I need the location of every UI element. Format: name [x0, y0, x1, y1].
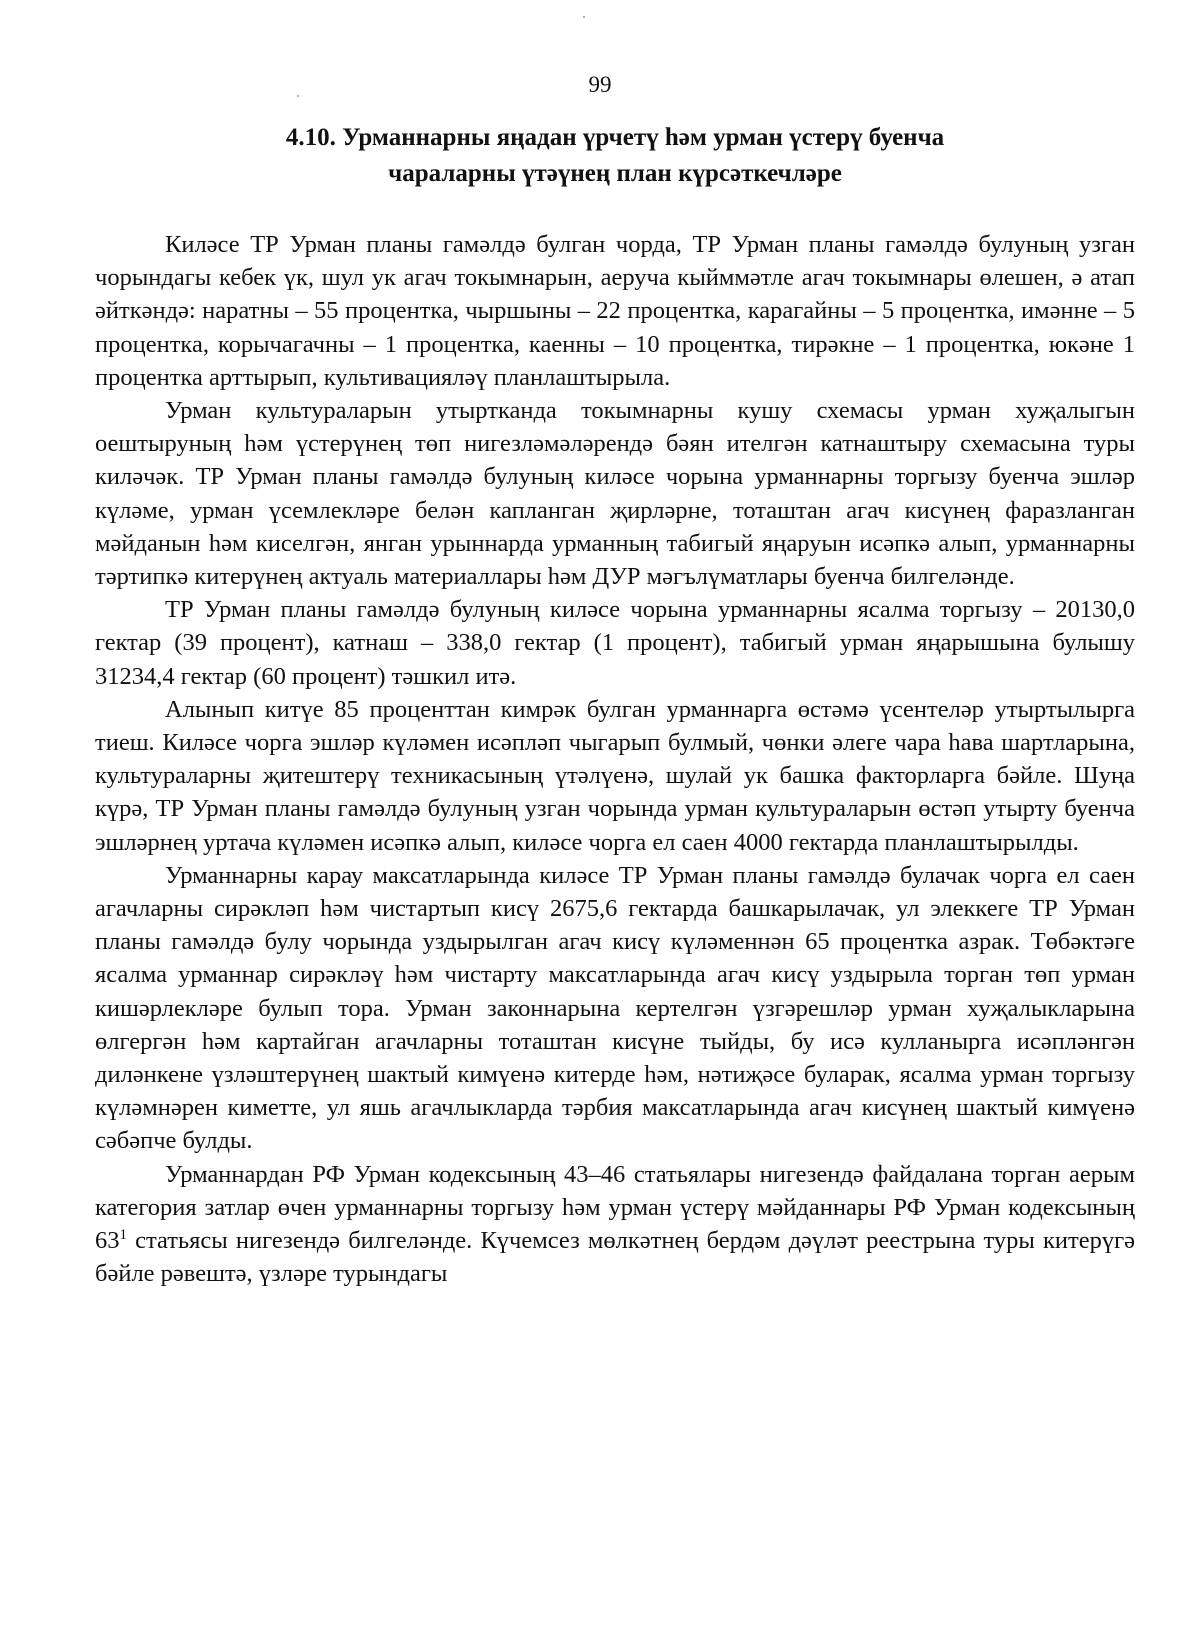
- scan-speck: [583, 16, 585, 18]
- paragraph: Алынып китүе 85 проценттан кимрәк булган урманнарга өстәмә үсентеләр утыртылырга тиеш. Киләсе чорга эшләр күләмен исәпләп чыгарып булмый, чөнки әлеге чара һава шартларына, культураларны җитештерү техникасының үтәлүенә, шулай ук башка факторларга бәйле. Шуңа күрә, ТР Урман планы гамәлдә булуның узган чорында урман культураларын өстәп утырту буенча эшләрнең уртача күләмен исәпкә алып, киләсе чорга ел саен 4000 гектарда планлаштырылды.: [95, 695, 1135, 856]
- superscript: 1: [119, 1226, 127, 1243]
- paragraph-last: [95, 1158, 1135, 1291]
- paragraph: ТР Урман планы гамәлдә булуның киләсе чорына урманнарны ясалма торгызу – 20130,0 гектар (39 процент), катнаш – 338,0 гектар (1 процент), табигый урман яңарышына булышу 31234,4 гектар (60 процент) тәшкил итә.: [95, 596, 1135, 690]
- body-text: [95, 228, 1135, 1291]
- paragraph: Урманнарны карау максатларында киләсе ТР Урман планы гамәлдә булачак чорга ел саен агачларны сирәкләп һәм чистартып кисү 2675,6 гектарда башкарылачак, ул элеккеге ТР Урман планы гамәлдә булу чорында уздырылган агач кисү күләменнән 65 процентка азрак. Төбәктәге ясалма урманнар сирәкләү һәм чистарту максатларында агач кисү уздырыла торган төп урман кишәрлекләре булып тора. Урман законнарына кертелгән үзгәрешләр урман хуҗалыкларына өлгергән һәм картайган агачларны тоташтан кисүне тыйды, бу исә кулланырга исәпләнгән диләнкене үзләштерүнең шактый кимүенә китерде һәм, нәтиҗәсе буларак, ясалма урман торгызу күләмнәрен киметте, ул яшь агачлыкларда тәрбия максатларында агач кисүнең шактый кимүенә сәбәпче булды.: [95, 861, 1135, 1155]
- paragraph-text: статьясы нигезендә билгеләнде. Күчемсез мөлкәтнең бердәм дәүләт реестрына туры китерүгә бәйле рәвештә, үзләре турындагы: [95, 1227, 1135, 1288]
- section-heading: [120, 120, 1110, 192]
- paragraph: Киләсе ТР Урман планы гамәлдә булган чорда, ТР Урман планы гамәлдә булуның узган чорындагы кебек үк, шул ук агач токымнарын, аеруча кыйммәтле агач токымнары өлешен, ә атап әйткәндә: наратны – 55 процентка, чыршыны – 22 процентка, карагайны – 5 процентка, имәнне – 5 процентка, корычагачны – 1 процентка, каенны – 10 процентка, тирәкне – 1 процентка, юкәне 1 процентка арттырып, культивацияләү планлаштырыла.: [95, 231, 1135, 391]
- heading-line-2: чараларны үтәүнең план күрсәткечләре: [388, 160, 842, 187]
- page-number: 99: [588, 72, 612, 97]
- heading-line-1: 4.10. Урманнарны яңадан үрчетү һәм урман үстерү буенча: [285, 124, 945, 151]
- paragraph-text: Урманнардан РФ Урман кодексының 43–46 статьялары нигезендә файдалана торган аерым категория затлар өчен урманнарны торгызу һәм урман үстерү мәйданнары РФ Урман кодексының 63: [95, 1160, 1135, 1255]
- paragraph: Урман культураларын утыртканда токымнарны кушу схемасы урман хуҗалыгын оештыруның һәм үстерүнең төп нигезләмәләрендә бәян ителгән катнаштыру схемасына туры киләчәк. ТР Урман планы гамәлдә булуның киләсе чорына урманнарны торгызу буенча эшләр күләме, урман үсемлекләре белән капланган җирләрне, тоташтан агач кисүнең фаразланган мәйданын һәм киселгән, янган урыннарда урманның табигый яңаруын исәпкә алып, урманнарны тәртипкә китерүнең актуаль материаллары һәм ДУР мәгълүматлары буенча билгеләнде.: [95, 397, 1135, 591]
